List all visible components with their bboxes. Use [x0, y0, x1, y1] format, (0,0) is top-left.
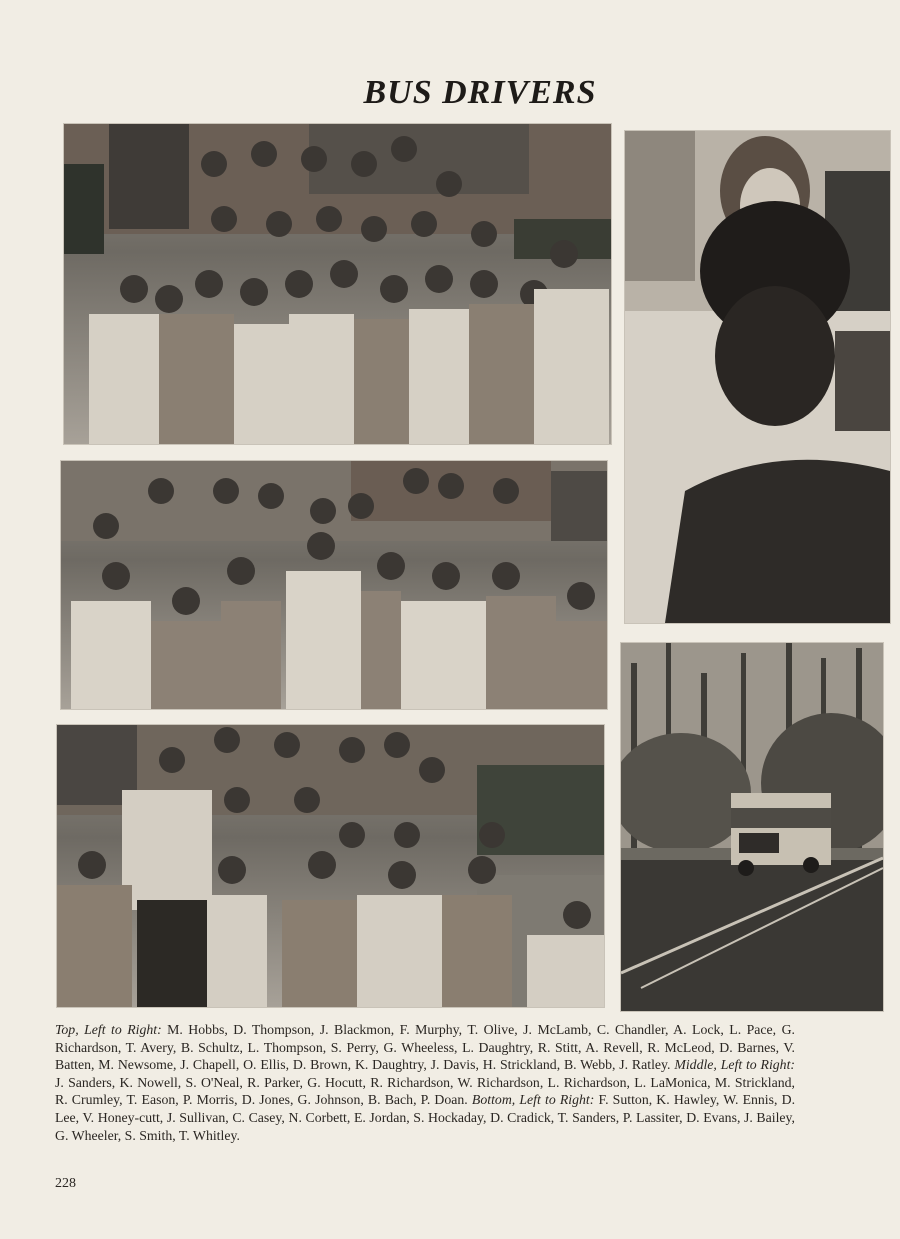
bottom-group-photo	[56, 724, 605, 1008]
middle-group-photo	[60, 460, 608, 710]
caption-middle-names: J. Sanders, K. Nowell, S. O'Neal, R. Parker, G. Hocutt, R. Richardson, W. Richardson, L. Richardson, L. LaMonica, M. Strickland, R. Crumley, T. Eason, P. Morris, D. Jones, G. Johnson, B. Bach, P. Doan.	[55, 1074, 795, 1108]
middle-group-photo-graphic	[61, 461, 607, 709]
student-candid-photo-graphic	[625, 131, 890, 623]
school-bus-photo	[620, 642, 884, 1012]
photo-caption	[55, 1021, 795, 1144]
caption-top-label: Top, Left to Right:	[55, 1022, 162, 1037]
school-bus-photo-graphic	[621, 643, 883, 1011]
page-number: 228	[55, 1176, 76, 1191]
top-group-photo-graphic	[64, 124, 611, 444]
caption-bottom-names: F. Sutton, K. Hawley, W. Ennis, D. Lee, V. Honey-cutt, J. Sullivan, C. Casey, N. Corbett, E. Jordan, S. Hockaday, D. Cradick, T. Sanders, P. Lassiter, D. Evans, J. Bailey, G. Wheeler, S. Smith, T. Whitley.	[55, 1092, 796, 1143]
top-group-photo	[63, 123, 612, 445]
caption-top-names: M. Hobbs, D. Thompson, J. Blackmon, F. Murphy, T. Olive, J. McLamb, C. Chandler, A. Lock, L. Pace, G. Richardson, T. Avery, B. Schultz, L. Thompson, S. Perry, G. Wheeless, L. Daughtry, R. Stitt, A. Revell, R. McLeod, D. Barnes, V. Batten, M. Newsome, J. Chapell, O. Ellis, D. Brown, K. Daughtry, J. Davis, H. Strickland, B. Webb, J. Ratley.	[55, 1022, 795, 1073]
caption-middle-label: Middle, Left to Right:	[674, 1057, 796, 1073]
bottom-group-photo-graphic	[57, 725, 604, 1007]
page-title: BUS DRIVERS	[363, 74, 597, 111]
caption-bottom-label: Bottom, Left to Right:	[471, 1092, 595, 1108]
student-candid-photo	[624, 130, 891, 624]
